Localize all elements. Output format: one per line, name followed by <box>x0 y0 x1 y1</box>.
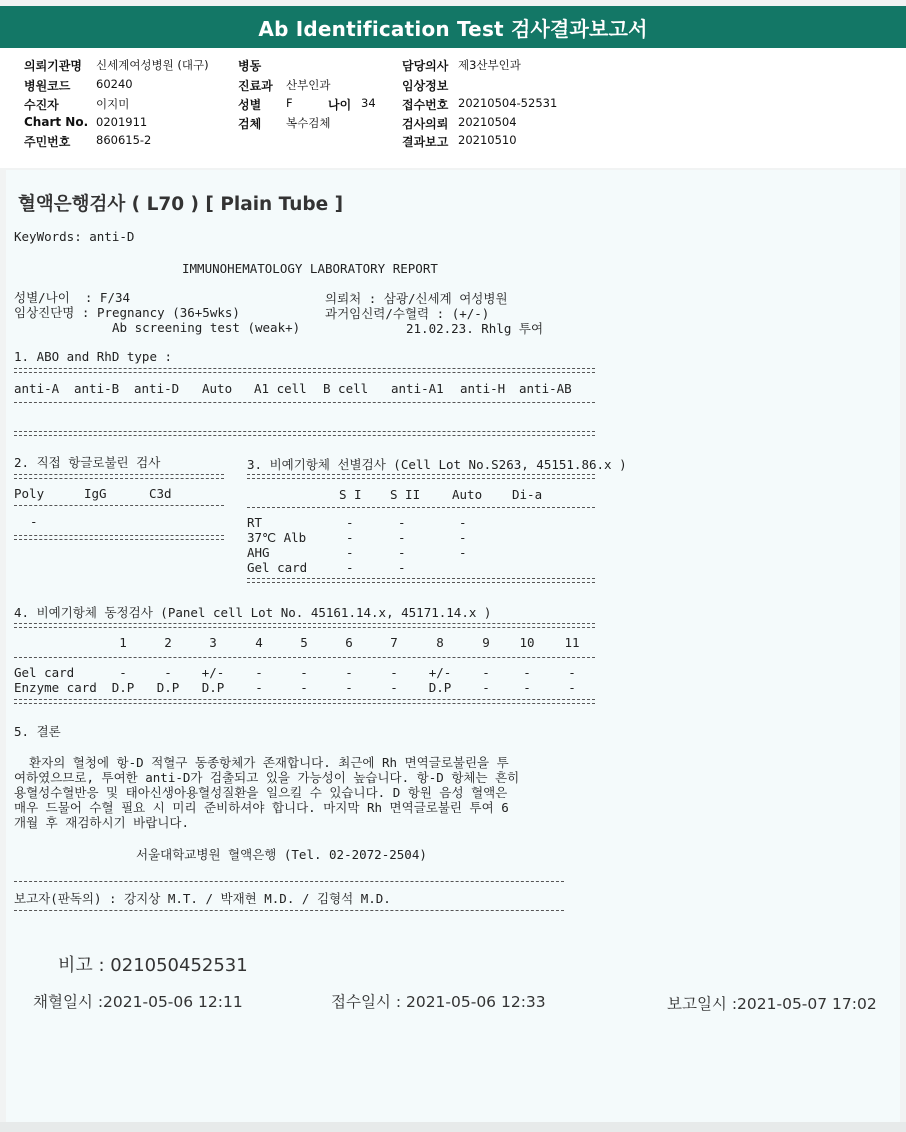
rule <box>247 474 595 479</box>
rule <box>14 881 564 882</box>
panel-cell: - <box>300 665 308 680</box>
sex-age-line: 성별/나이 : F/34 <box>14 290 131 305</box>
referrer-line: 의뢰처 : 삼광/신세계 여성병원 <box>325 291 508 306</box>
screen-header-sii: S II <box>390 487 421 502</box>
panel-cell: D.P <box>156 680 180 695</box>
resident-no-value: 860615-2 <box>96 133 152 147</box>
panel-cell: - <box>482 680 490 695</box>
panel-col-header: 6 <box>345 635 353 650</box>
reported-datetime: 보고일시 :2021-05-07 17:02 <box>667 995 877 1013</box>
rule <box>14 431 595 436</box>
section-2-title: 2. 직접 항글로불린 검사 <box>14 455 161 470</box>
panel-cell: D.P <box>201 680 225 695</box>
abo-header-1: anti-B <box>74 381 120 396</box>
section-4-title: 4. 비예기항체 동정검사 (Panel cell Lot No. 45161.14.x, 45171.14.x ) <box>14 605 492 620</box>
history-line: 과거임신력/수혈력 : (+/-) <box>325 306 490 321</box>
screen-cell: - <box>398 530 406 545</box>
specimen-label: 검체 <box>238 117 262 131</box>
age-value: 34 <box>361 96 376 110</box>
panel-col-header: 7 <box>390 635 398 650</box>
panel-cell: - <box>300 680 308 695</box>
panel-cell: - <box>119 665 127 680</box>
rule <box>14 474 224 479</box>
sex-value: F <box>286 96 293 110</box>
chart-no-label: Chart No. <box>24 115 89 129</box>
conclusion-line: 매우 드물어 수혈 필요 시 미리 준비하셔야 합니다. 마지막 Rh 면역글로불린 투여 6 <box>14 800 509 815</box>
panel-cell: - <box>523 680 531 695</box>
department-value: 산부인과 <box>286 78 331 92</box>
screen-cell: - <box>346 530 354 545</box>
bottom-strip <box>0 1122 906 1132</box>
hospital-code-label: 병원코드 <box>24 79 71 93</box>
panel-cell: +/- <box>201 665 225 680</box>
screen-header-auto: Auto <box>452 487 483 502</box>
specimen-value: 복수검체 <box>286 116 331 130</box>
rule <box>14 699 595 704</box>
hospital-code-value: 60240 <box>96 77 133 91</box>
dat-header-poly: Poly <box>14 486 45 501</box>
abo-header-4: A1 cell <box>254 381 307 396</box>
report-date-label: 결과보고 <box>402 135 449 149</box>
conclusion-line: 개월 후 재검하시기 바랍니다. <box>14 815 190 830</box>
request-date-label: 검사의뢰 <box>402 117 449 131</box>
rule <box>247 578 595 583</box>
test-heading: 혈액은행검사 ( L70 ) [ Plain Tube ] <box>18 194 344 215</box>
abo-header-7: anti-H <box>460 381 506 396</box>
clinical-info-label: 임상정보 <box>402 79 449 93</box>
panel-row-label: Gel card <box>14 665 75 680</box>
receipt-no-value: 20210504-52531 <box>458 96 558 110</box>
rule <box>247 507 595 508</box>
panel-cell: D.P <box>428 680 452 695</box>
dat-result: - <box>30 514 38 529</box>
chart-no-value: 0201911 <box>96 115 148 129</box>
abo-header-8: anti-AB <box>519 381 572 396</box>
panel-cell: - <box>345 680 353 695</box>
doctor-label: 담당의사 <box>402 59 449 73</box>
screen-cell: - <box>398 560 406 575</box>
screen-cell: - <box>459 530 467 545</box>
screen-row-label: RT <box>247 515 263 530</box>
panel-cell: +/- <box>428 665 452 680</box>
keywords: KeyWords: anti-D <box>14 229 135 244</box>
abo-header-0: anti-A <box>14 381 60 396</box>
conclusion-line: 환자의 혈청에 항-D 적혈구 동종항체가 존재합니다. 최근에 Rh 면역글로불린을 투 <box>14 755 509 770</box>
screen-header-dia: Di-a <box>512 487 543 502</box>
panel-col-header: 2 <box>164 635 172 650</box>
reporter-line: 보고자(판독의) : 강지상 M.T. / 박재현 M.D. / 김형석 M.D. <box>14 891 391 906</box>
panel-cell: - <box>568 665 576 680</box>
abo-header-2: anti-D <box>134 381 180 396</box>
diagnosis-line-2: Ab screening test (weak+) <box>112 320 301 335</box>
history-line-2: 21.02.23. Rhlg 투여 <box>406 321 544 336</box>
receipt-no-label: 접수번호 <box>402 98 449 112</box>
sex-label: 성별 <box>238 98 262 112</box>
institution-label: 의뢰기관명 <box>24 59 82 73</box>
panel-col-header: 3 <box>209 635 217 650</box>
section-3-title: 3. 비예기항체 선별검사 (Cell Lot No.S263, 45151.86.x ) <box>247 457 627 472</box>
conclusion-line: 여하였으므로, 투여한 anti-D가 검출되고 있을 가능성이 높습니다. 항-D 항체는 흔히 <box>14 770 520 785</box>
screen-cell: - <box>459 545 467 560</box>
rule <box>14 368 595 373</box>
doctor-value: 제3산부인과 <box>458 58 521 72</box>
panel-col-header: 5 <box>300 635 308 650</box>
rule <box>14 505 224 506</box>
patient-label: 수진자 <box>24 98 59 112</box>
age-label: 나이 <box>328 98 352 112</box>
dat-header-igg: IgG <box>84 486 107 501</box>
screen-cell: - <box>346 515 354 530</box>
screen-cell: - <box>398 515 406 530</box>
dat-header-c3d: C3d <box>149 486 172 501</box>
panel-cell: - <box>523 665 531 680</box>
institution-value: 신세계여성병원 (대구) <box>96 58 209 72</box>
panel-cell: - <box>390 680 398 695</box>
panel-cell: - <box>482 665 490 680</box>
panel-cell: D.P <box>111 680 135 695</box>
patient-value: 이지미 <box>96 97 130 111</box>
hospital-line: 서울대학교병원 혈액은행 (Tel. 02-2072-2504) <box>136 847 427 862</box>
rule <box>14 535 224 540</box>
panel-cell: - <box>255 665 263 680</box>
panel-col-header: 8 <box>436 635 444 650</box>
screen-cell: - <box>346 545 354 560</box>
section-5-title: 5. 결론 <box>14 724 61 739</box>
report-title: Ab Identification Test 검사결과보고서 <box>0 6 906 48</box>
screen-row-label: Gel card <box>247 560 308 575</box>
panel-col-header: 11 <box>564 635 580 650</box>
abo-header-5: B cell <box>323 381 369 396</box>
panel-col-header: 4 <box>255 635 263 650</box>
panel-cell: - <box>568 680 576 695</box>
panel-cell: - <box>345 665 353 680</box>
note-line: 비고 : 021050452531 <box>58 955 248 976</box>
screen-cell: - <box>346 560 354 575</box>
rule <box>14 623 595 628</box>
panel-row-label: Enzyme card <box>14 680 97 695</box>
rule <box>14 910 564 911</box>
diagnosis-line: 임상진단명 : Pregnancy (36+5wks) <box>14 305 240 320</box>
lab-report-title: IMMUNOHEMATOLOGY LABORATORY REPORT <box>182 261 438 276</box>
abo-header-3: Auto <box>202 381 233 396</box>
panel-cell: - <box>255 680 263 695</box>
collected-datetime: 채혈일시 :2021-05-06 12:11 <box>33 993 243 1011</box>
resident-no-label: 주민번호 <box>24 135 71 149</box>
panel-col-header: 9 <box>482 635 490 650</box>
panel-col-header: 10 <box>519 635 535 650</box>
screen-row-label: AHG <box>247 545 270 560</box>
rule <box>14 402 595 403</box>
abo-header-6: anti-A1 <box>391 381 444 396</box>
conclusion-line: 용혈성수혈반응 및 태아신생아용혈성질환을 일으킬 수 있습니다. D 항원 음성 혈액은 <box>14 785 508 800</box>
rule <box>14 657 595 658</box>
screen-cell: - <box>398 545 406 560</box>
screen-header-si: S I <box>339 487 362 502</box>
section-1-title: 1. ABO and RhD type : <box>14 349 173 364</box>
panel-cell: - <box>164 665 172 680</box>
patient-info-panel <box>0 48 906 168</box>
received-datetime: 접수일시 : 2021-05-06 12:33 <box>331 993 546 1011</box>
screen-cell: - <box>459 515 467 530</box>
department-label: 진료과 <box>238 79 273 93</box>
screen-row-label: 37℃ Alb <box>247 530 307 545</box>
request-date-value: 20210504 <box>458 115 517 129</box>
panel-col-header: 1 <box>119 635 127 650</box>
panel-cell: - <box>390 665 398 680</box>
report-date-value: 20210510 <box>458 133 517 147</box>
ward-label: 병동 <box>238 59 262 73</box>
